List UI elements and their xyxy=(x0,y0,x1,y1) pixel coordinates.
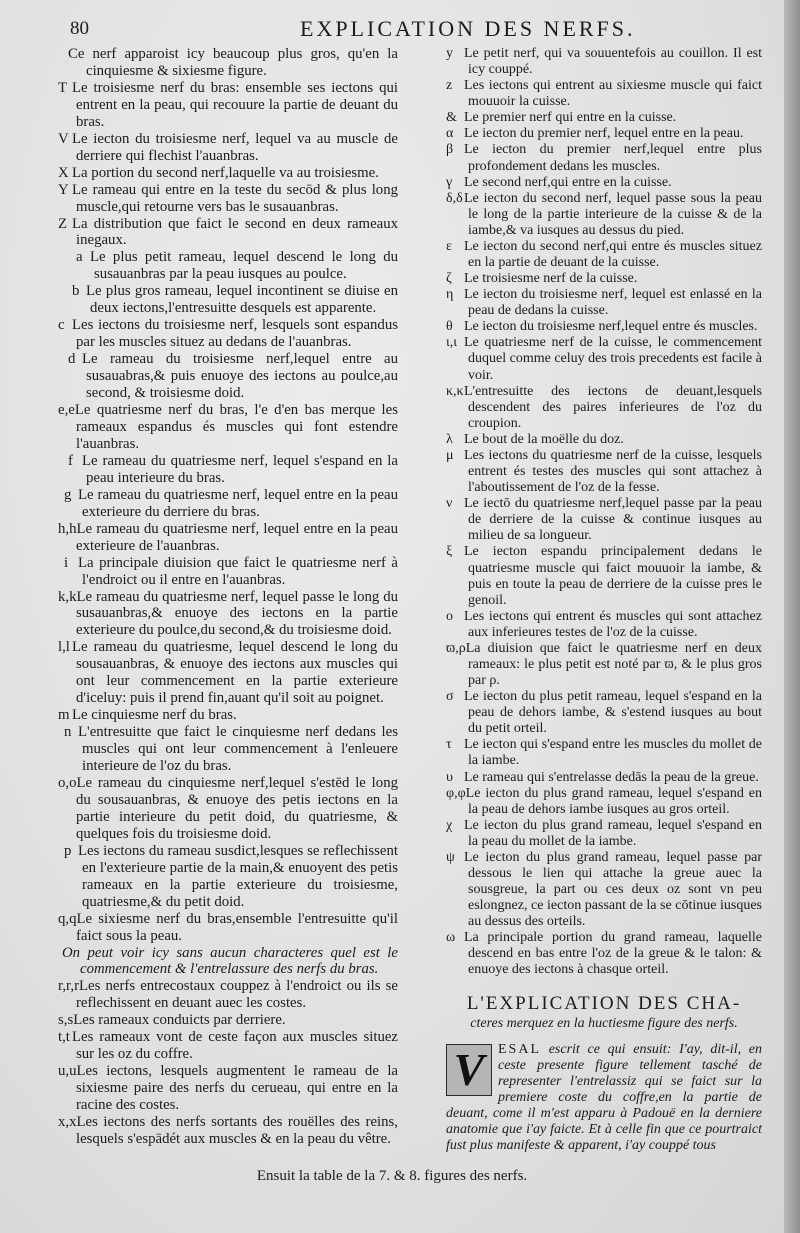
legend-entry xyxy=(58,589,398,640)
legend-text: Le rameau du quatriesme nerf, lequel entre en la peau exterieure de l'auanbras. xyxy=(76,520,398,554)
legend-text: Les iectons du troisiesme nerf, lesquels sont espandus par les muscles situez au dedans de l'auanbras. xyxy=(72,317,398,351)
legend-key: a xyxy=(76,249,83,266)
legend-entry xyxy=(58,216,398,250)
legend-text: Le troisiesme nerf de la cuisse. xyxy=(464,271,638,287)
legend-key: χ xyxy=(446,817,453,833)
legend-key: ψ xyxy=(446,849,455,865)
legend-text: Le sixiesme nerf du bras,ensemble l'entresuitte qu'il faict sous la peau. xyxy=(76,910,398,944)
legend-text: Le rameau qui entre en la teste du secōd & plus long muscle,qui retourne vers bas le susauanbras. xyxy=(72,181,398,215)
legend-text: Les rameaux vont de ceste façon aux muscles situez sur les oz du coffre. xyxy=(72,1029,398,1063)
legend-key: V xyxy=(58,130,69,147)
legend-text: Le iecton du premier nerf, lequel entre en la peau. xyxy=(464,126,744,142)
legend-key: β xyxy=(446,142,454,158)
legend-text: Le troisiesme nerf du bras: ensemble ses iectons qui entrent en la peau, qui recouure la partie de deuant du bras. xyxy=(72,79,398,130)
legend-entry xyxy=(446,496,762,544)
legend-entry xyxy=(446,78,762,110)
legend-text: Le iecton du troisiesme nerf, lequel va au muscle de derriere qui flechist l'auanbras. xyxy=(72,130,398,164)
legend-key: & xyxy=(446,110,457,126)
legend-text: La portion du second nerf,laquelle va au troisiesme. xyxy=(72,164,379,181)
legend-entry xyxy=(58,639,398,707)
legend-text: Le iecton du premier nerf,lequel entre plus profondement dedans les muscles. xyxy=(464,142,762,174)
legend-text: Les iectons qui entrent au sixiesme muscle qui faict mouuoir la cuisse. xyxy=(464,78,762,110)
legend-text: Les iectons du quatriesme nerf de la cuisse, lesquels entrent és testes des muscles qui sont attachez à l'aboutissement de l'oz de la fesse. xyxy=(464,447,762,496)
legend-key: q,q xyxy=(58,910,77,927)
legend-key: m xyxy=(58,707,70,724)
legend-entry xyxy=(446,432,762,448)
legend-entry xyxy=(58,1029,398,1063)
legend-entry xyxy=(58,707,398,724)
legend-key: n xyxy=(64,724,72,741)
legend-entry xyxy=(446,786,762,818)
legend-key: d xyxy=(68,351,76,368)
section-title: L'EXPLICATION DES CHA- xyxy=(466,992,742,1014)
legend-text: Le iecton du plus petit rameau, lequel s'espand en la peau de dehors iambe, & s'estend iusques au bout du petit orteil. xyxy=(464,689,762,737)
legend-text: La distribution que faict le second en deux rameaux inegaux. xyxy=(72,215,398,249)
legend-text: Le iecton qui s'espand entre les muscles du mollet de la iambe. xyxy=(464,737,762,769)
page-number: 80 xyxy=(70,18,89,39)
legend-entry xyxy=(58,724,398,775)
legend-text: Les rameaux conduicts par derriere. xyxy=(73,1012,286,1029)
legend-key: x,x xyxy=(58,1114,77,1131)
legend-text: Les iectons qui entrent és muscles qui sont attachez aux inferieures testes de l'oz de la cuisse. xyxy=(464,608,762,640)
legend-entry xyxy=(58,978,398,1012)
legend-text: Le rameau du quatriesme nerf, lequel entre en la peau exterieure du derriere du bras. xyxy=(78,486,398,520)
legend-entry xyxy=(446,271,762,287)
legend-key: ν xyxy=(446,496,453,512)
legend-key: ζ xyxy=(446,271,452,287)
legend-text: Le plus gros rameau, lequel incontinent se diuise en deux iectons,l'entresuitte desquels est apparente. xyxy=(86,283,398,317)
legend-text: Le premier nerf qui entre en la cuisse. xyxy=(464,110,677,126)
legend-key: c xyxy=(58,317,65,334)
legend-text: Le rameau du quatriesme nerf, lequel s'espand en la peau interieure du bras. xyxy=(82,452,398,486)
legend-key: ξ xyxy=(446,544,453,560)
legend-entry xyxy=(58,453,398,487)
legend-key: κ,κ xyxy=(446,383,464,399)
legend-text: Le bout de la moëlle du doz. xyxy=(464,431,624,447)
footer-catchline: Ensuit la table de la 7. & 8. figures des nerfs. xyxy=(256,1168,528,1184)
legend-key: T xyxy=(58,79,68,96)
legend-entry xyxy=(58,555,398,589)
legend-entry xyxy=(446,335,762,383)
legend-key: f xyxy=(68,452,73,469)
legend-key: p xyxy=(64,842,72,859)
legend-text: Les iectons des nerfs sortants des rouëlles des reins, lesquels s'espādét aux muscles & en la peau du vêtre. xyxy=(76,1114,398,1147)
legend-text: Le iecton espandu principalement dedans le quatriesme muscle qui faict mouuoir la iambe, & puis en toute la peau de derriere de la cuisse pres le genoil. xyxy=(464,544,762,608)
legend-key: u,u xyxy=(58,1063,77,1080)
legend-key: ε xyxy=(446,238,452,254)
left-column xyxy=(58,46,398,1148)
legend-key: θ xyxy=(446,319,453,335)
legend-text: Les nerfs entrecostaux couppez à l'endroict ou ils se reflechissent en deuant auec les costes. xyxy=(76,978,398,1012)
legend-text: Les iectons, lesquels augmentent le rameau de la sixiesme paire des nerfs du cerueau, qui entre en la racine des costes. xyxy=(76,1063,398,1114)
legend-key: ϖ,ρ xyxy=(446,640,466,656)
legend-entry xyxy=(446,818,762,850)
legend-text: On peut voir icy sans aucun characteres quel est le commencement & l'entrelassure des nerfs du bras. xyxy=(62,944,398,978)
legend-key: b xyxy=(72,283,80,300)
legend-entry xyxy=(58,1063,398,1114)
legend-entry xyxy=(58,165,398,182)
legend-entry xyxy=(446,319,762,335)
legend-entry xyxy=(58,402,398,453)
legend-entry xyxy=(446,689,762,737)
legend-entry xyxy=(58,945,398,979)
legend-key: h,h xyxy=(58,520,77,537)
legend-entry xyxy=(446,142,762,174)
legend-key: X xyxy=(58,164,69,181)
legend-key: σ xyxy=(446,689,454,705)
legend-key: η xyxy=(446,287,454,303)
intro-lead: ESAL xyxy=(498,1041,541,1057)
legend-text: Le iecton du troisiesme nerf, lequel est enlassé en la peau de dedans la cuisse. xyxy=(464,287,762,319)
legend-entry xyxy=(58,46,398,80)
right-column xyxy=(446,46,762,1154)
legend-entry xyxy=(446,287,762,319)
legend-entry xyxy=(58,521,398,555)
legend-text: Le iecton du troisiesme nerf,lequel entre és muscles. xyxy=(464,319,758,335)
intro-paragraph xyxy=(446,1042,762,1155)
legend-entry xyxy=(446,609,762,641)
legend-entry xyxy=(446,46,762,78)
legend-entry xyxy=(446,770,762,786)
legend-key: e,e xyxy=(58,402,75,419)
legend-text: Les iectons du rameau susdict,lesques se reflechissent en l'exterieure partie de la main,& enuoyent des petis rameaux en la partie exterieure du troisiesme, quatriesme,& du petit doid. xyxy=(78,842,398,910)
legend-entry xyxy=(58,911,398,945)
legend-entry xyxy=(58,775,398,843)
legend-key: y xyxy=(446,46,453,61)
legend-text: Le plus petit rameau, lequel descend le long du susauanbras par la peau iusques au poulce. xyxy=(90,249,398,283)
legend-entry xyxy=(446,448,762,496)
legend-key: l,l xyxy=(58,639,70,656)
legend-entry xyxy=(58,1114,398,1148)
legend-text: Le iecton du second nerf,qui entre és muscles situez en la partie de deuant de la cuisse. xyxy=(464,238,762,271)
legend-entry xyxy=(446,930,762,978)
page-edge xyxy=(784,0,800,1233)
legend-entry xyxy=(58,249,398,283)
legend-entry xyxy=(58,1012,398,1029)
legend-entry xyxy=(446,544,762,608)
legend-entry xyxy=(58,487,398,521)
legend-text: Le cinquiesme nerf du bras. xyxy=(72,707,237,724)
legend-text: La diuision que faict le quatriesme nerf en deux rameaux: le plus petit est noté par ϖ, & le plus gros par ρ. xyxy=(465,640,762,689)
section-subtitle: cteres merquez en la huctiesme figure des nerfs. xyxy=(470,1015,738,1031)
legend-key: λ xyxy=(446,431,453,447)
decorated-initial: V xyxy=(446,1044,492,1096)
legend-key: γ xyxy=(446,174,453,190)
legend-key: μ xyxy=(446,447,454,463)
legend-key: Z xyxy=(58,215,68,232)
intro-text: escrit ce qui ensuit: I'ay, dit-il, en ceste presente figure tellement tasché de representer l'entrelassiz qui se faict sur la premiere coste du coffre,en la partie de deuant, come il m'est apparu à Padouë en la derniere anatomie que i'ay faicte. Et à celle fin que ce pourtraict fust plus manifeste & apparent, i'ay couppé tous xyxy=(446,1041,763,1153)
legend-text: Le rameau qui s'entrelasse dedās la peau de la greue. xyxy=(464,769,759,785)
legend-text: Le petit nerf, qui va souuentefois au couillon. Il est icy couppé. xyxy=(464,46,762,78)
legend-key: ω xyxy=(446,930,456,946)
legend-entry xyxy=(58,182,398,216)
legend-key: ι,ι xyxy=(446,335,458,351)
legend-entry xyxy=(446,384,762,432)
legend-key: δ,δ xyxy=(446,190,463,206)
legend-text: L'entresuitte que faict le cinquiesme nerf dedans les muscles qui ont leur commencement à l'enleuere interieure de l'oz du bras. xyxy=(78,724,398,775)
legend-text: Le quatriesme nerf de la cuisse, le commencement duquel comme celuy des trois precedents est facile à voir. xyxy=(464,335,762,383)
legend-text: Le rameau du cinquiesme nerf,lequel s'estēd le long du sousauanbras, & enuoye des petis iectons en la partie interieure du petit doid, du quatriesme, & quelques fois du troisiesme doid. xyxy=(76,774,398,842)
legend-entry xyxy=(58,317,398,351)
legend-key: s,s xyxy=(58,1012,74,1029)
legend-key: υ xyxy=(446,769,453,785)
legend-entry xyxy=(58,283,398,317)
legend-entry xyxy=(58,131,398,165)
legend-text: Le rameau du quatriesme nerf, lequel passe le long du susauanbras,& enuoye des iectons en la partie exterieure du poulce,du second,& du troisiesme doid. xyxy=(76,588,398,639)
legend-text: Le second nerf,qui entre en la cuisse. xyxy=(464,174,672,190)
legend-entry xyxy=(446,239,762,271)
legend-entry xyxy=(446,191,762,239)
legend-entry xyxy=(446,110,762,126)
legend-key: g xyxy=(64,486,72,503)
legend-text: Le iecton du plus grand rameau, lequel s'espand en la peau de dehors iambe iusques au gros orteil. xyxy=(465,785,762,817)
legend-key: t,t xyxy=(58,1029,70,1046)
legend-text: Le iecton du plus grand rameau, lequel s'espand en la peau du mollet de la iambe. xyxy=(464,817,762,849)
legend-key: Y xyxy=(58,181,69,198)
legend-text: La principale portion du grand rameau, laquelle descend en bas entre l'oz de la greue & le talon: & enuoye des iectons à chasque orteil. xyxy=(464,930,762,978)
right-entries-list xyxy=(446,46,762,979)
legend-text: La principale diuision que faict le quatriesme nerf à l'endroict ou il entre en l'auanbras. xyxy=(78,554,398,588)
legend-key: φ,φ xyxy=(446,785,466,801)
legend-entry xyxy=(446,175,762,191)
legend-entry xyxy=(446,126,762,142)
legend-key: z xyxy=(446,78,453,94)
legend-key: ο xyxy=(446,608,453,624)
legend-key: i xyxy=(64,554,69,571)
legend-entry xyxy=(58,351,398,402)
legend-text: Le rameau du quatriesme, lequel descend le long du sousauanbras, & enuoye des iectons aux muscles qui ont leur commencement en la partie exterieure d'iceluy: puis il prend fin,auant qu'il soit au poignet. xyxy=(72,639,398,707)
legend-entry xyxy=(446,641,762,689)
legend-entry xyxy=(446,850,762,930)
legend-text: Ce nerf apparoist icy beaucoup plus gros, qu'en la cinquiesme & sixiesme figure. xyxy=(68,46,398,79)
legend-text: Le rameau du troisiesme nerf,lequel entre au susauabras,& puis enuoye des iectons au poulce,au second, & troisiesme doid. xyxy=(82,351,398,402)
legend-key: o,o xyxy=(58,774,77,791)
legend-text: Le iecton du second nerf, lequel passe sous la peau le long de la partie interieure de la cuisse & de la iambe,& va iusques au dessus du pied. xyxy=(464,190,762,238)
legend-text: Le iectō du quatriesme nerf,lequel passe par la peau de derriere de la cuisse & continue iusques au milieu de sa longueur. xyxy=(464,496,762,544)
legend-text: Le quatriesme nerf du bras, l'e d'en bas merque les rameaux espandus és muscles qui font estendre l'auanbras. xyxy=(74,402,398,452)
legend-entry xyxy=(58,843,398,911)
legend-key: k,k xyxy=(58,588,77,605)
legend-key: r,r,r xyxy=(58,978,79,995)
legend-entry xyxy=(58,80,398,131)
legend-key: α xyxy=(446,126,454,142)
running-title: EXPLICATION DES NERFS. xyxy=(300,16,636,41)
legend-key: τ xyxy=(446,737,452,753)
legend-text: L'entresuitte des iectons de deuant,lesquels descendent des paires inferieures de l'oz du croupion. xyxy=(464,383,762,431)
legend-text: Le iecton du plus grand rameau, lequel passe par dessous le lien qui attache la greue auec la sousgreue, la part ou ces deux oz sont vn peu eslongnez, ce iecton passant de la se cōtinue iusques au dessus des orteils. xyxy=(464,849,762,930)
legend-entry xyxy=(446,737,762,769)
